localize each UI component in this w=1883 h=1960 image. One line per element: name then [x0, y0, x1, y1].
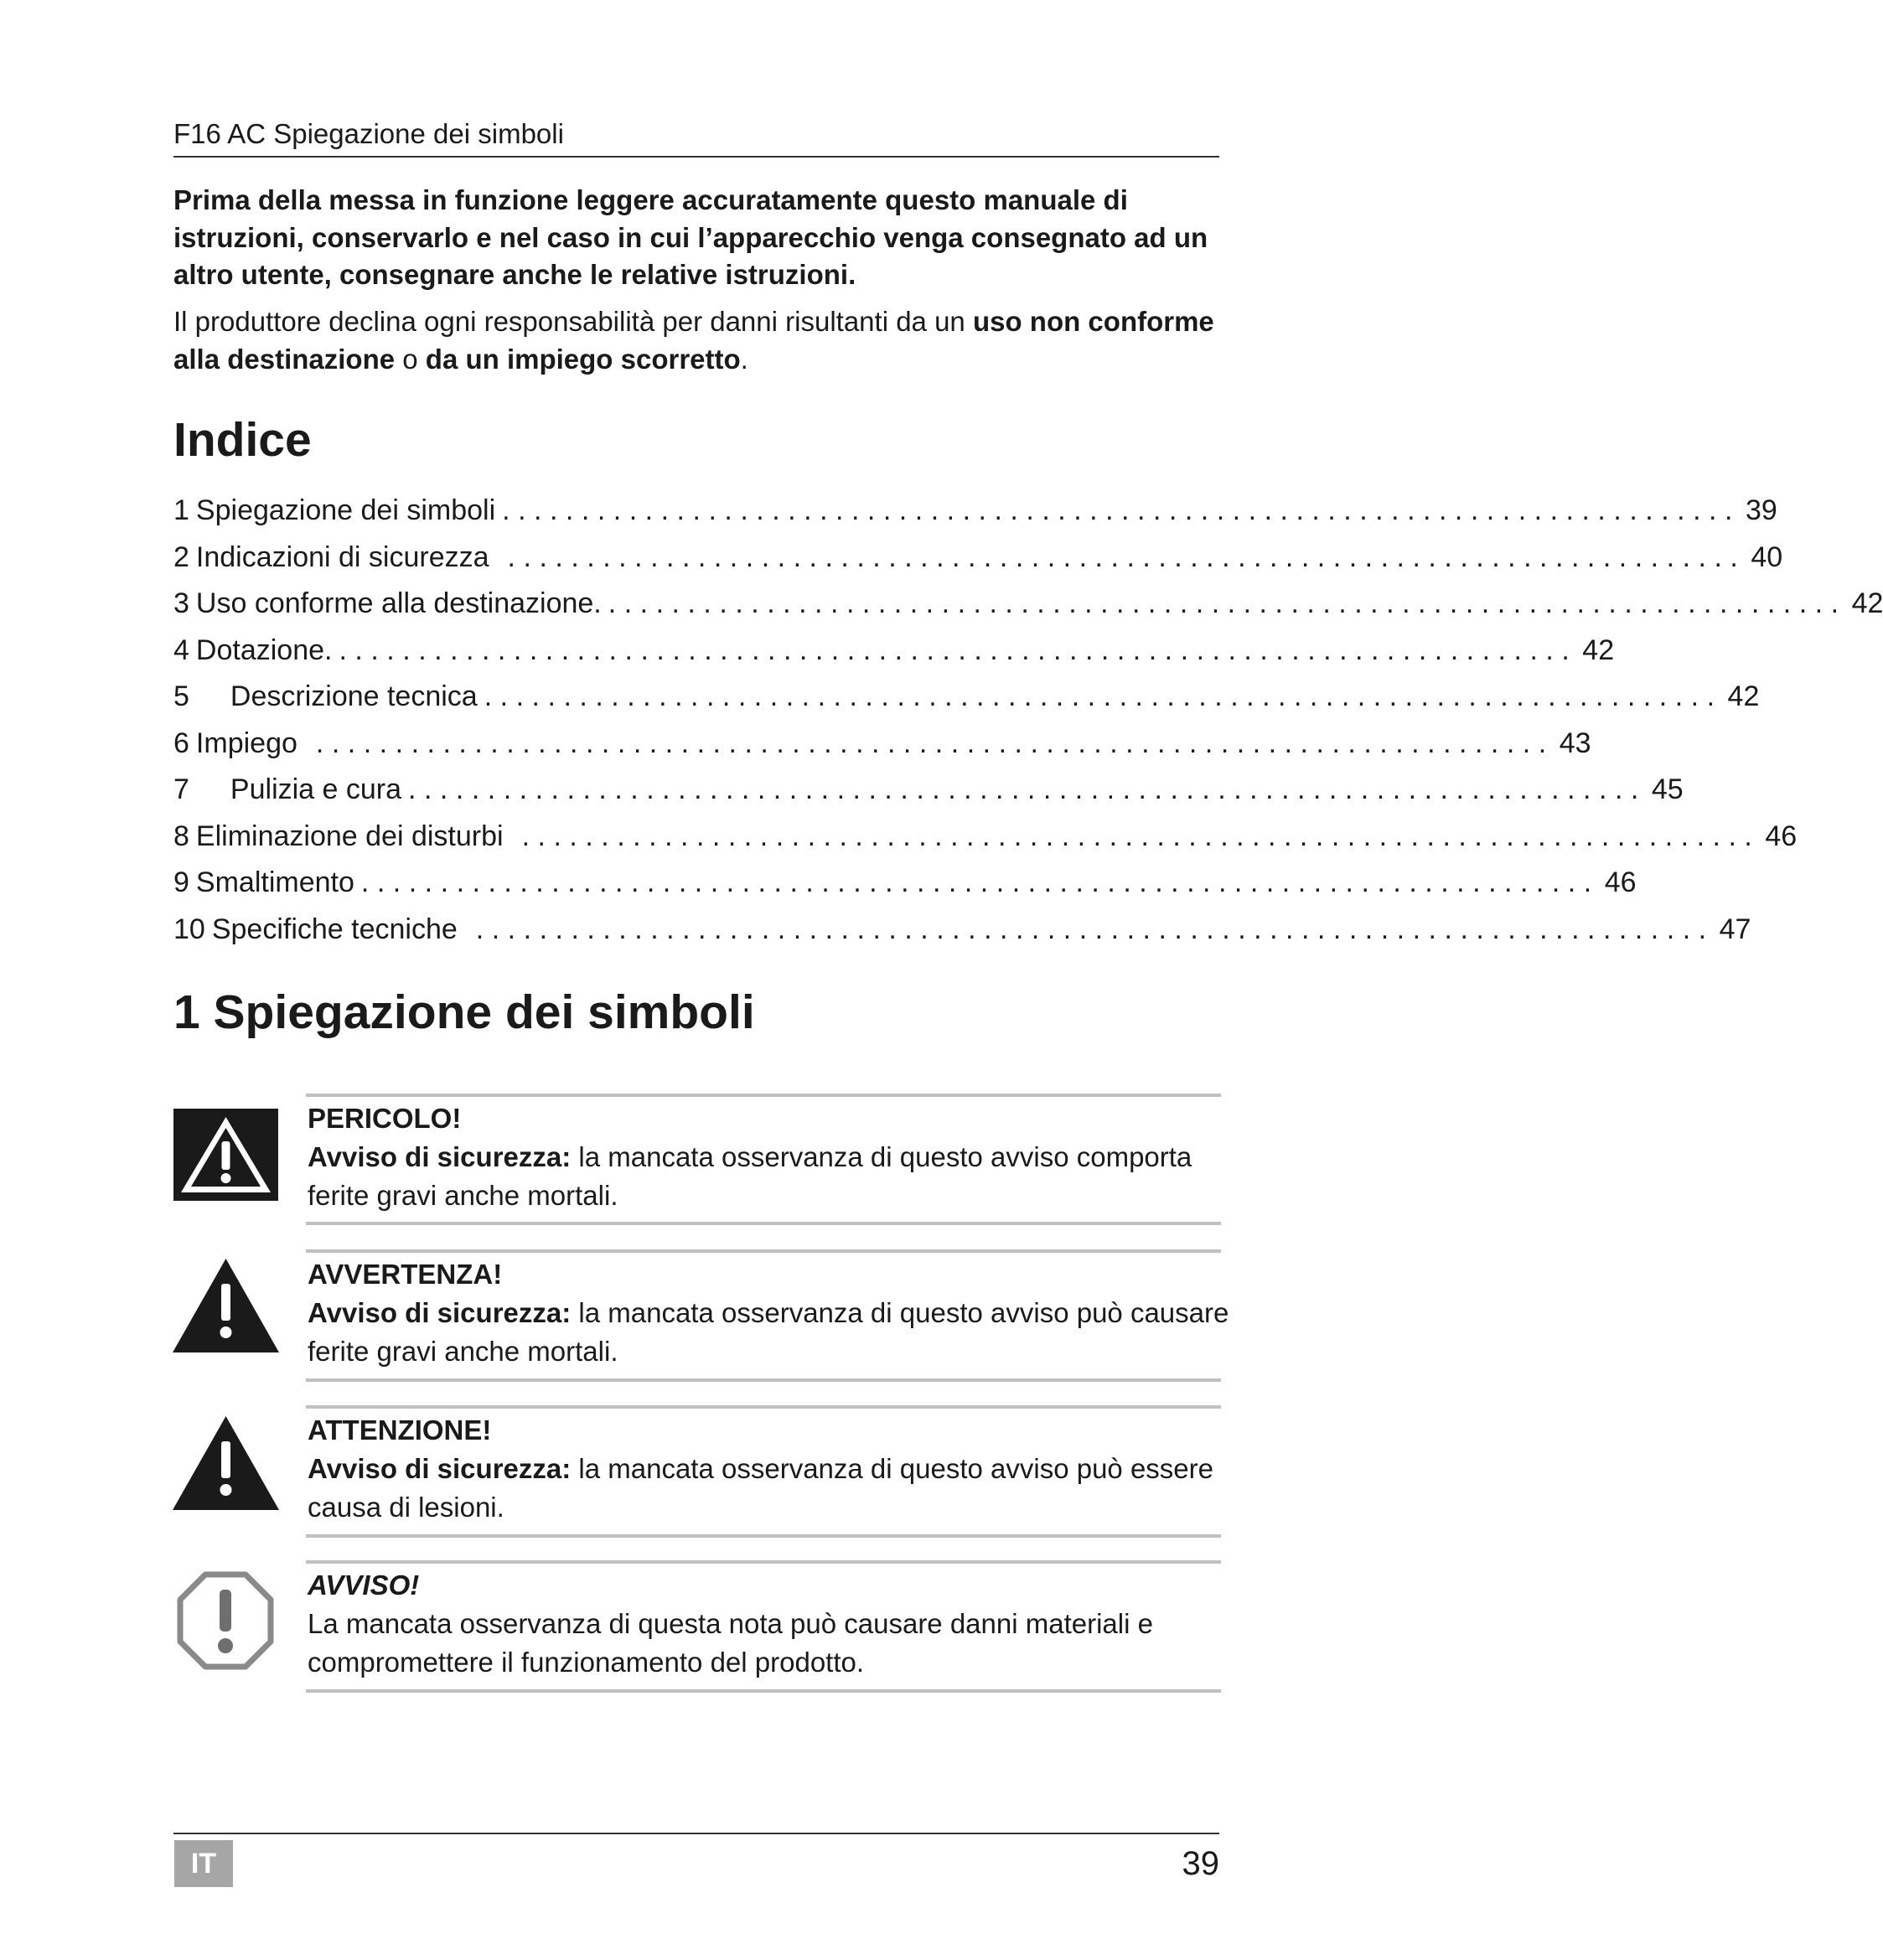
warning-top-rule — [306, 1094, 1221, 1097]
footer-divider — [173, 1833, 1219, 1834]
liability-note — [173, 303, 1229, 378]
toc-entry-label: Dotazione. — [195, 634, 333, 666]
toc-entry-label: Pulizia e cura — [230, 773, 402, 805]
warning-title: PERICOLO! — [308, 1103, 462, 1134]
toc-entry[interactable] — [173, 629, 1615, 671]
warning-bottom-rule — [306, 1222, 1221, 1225]
warning-bottom-rule — [306, 1378, 1221, 1382]
toc-leader-dots: .............................................................................. — [475, 913, 1715, 945]
toc-entry-number: 6 — [173, 727, 189, 759]
liability-text — [173, 303, 1229, 378]
toc-entry-number: 5 — [173, 680, 189, 712]
toc-entry-page: 47 — [1719, 913, 1751, 945]
warning-caution — [308, 1411, 1229, 1527]
warning-title: AVVERTENZA! — [308, 1259, 503, 1290]
toc-leader-dots: .............................................................................. — [339, 634, 1578, 666]
toc-entry[interactable] — [173, 908, 1751, 950]
toc-entry-label: Impiego — [195, 727, 297, 759]
warning-text: la mancata osservanza di questo avviso può causare ferite gravi anche mortali. — [308, 1297, 1229, 1367]
toc-entry-page: 43 — [1559, 727, 1591, 759]
toc-entry-page: 42 — [1851, 587, 1883, 619]
warning-text: La mancata osservanza di questa nota può causare danni materiali e compromettere il funzionamento del prodotto. — [308, 1608, 1153, 1678]
warning-bottom-rule — [306, 1689, 1221, 1693]
toc-entry-number: 9 — [173, 866, 189, 898]
warning-title: AVVISO! — [308, 1570, 420, 1601]
toc-leader-dots: .............................................................................. — [521, 820, 1761, 852]
liability-text-mid: o — [395, 343, 426, 375]
toc-entry-number: 10 — [173, 913, 205, 945]
intro-instructions — [173, 182, 1229, 294]
warning-title: ATTENZIONE! — [308, 1414, 492, 1445]
toc-entry-label: Specifiche tecniche — [211, 913, 458, 945]
toc-entry-page: 46 — [1765, 820, 1798, 852]
toc-leader-dots: .............................................................................. — [608, 587, 1847, 619]
toc-entry-label: Eliminazione dei disturbi — [195, 820, 504, 852]
intro-bold-text: Prima della messa in funzione leggere accuratamente questo manuale di istruzioni, conservarlo e nel caso in cui l’apparecchio venga consegnato ad un altro utente, consegnare anche le relative istruzioni. — [173, 184, 1208, 290]
toc-leader-dots: .............................................................................. — [315, 727, 1555, 759]
toc-leader-dots: .............................................................................. — [507, 540, 1746, 573]
warning-label: Avviso di sicurezza: — [308, 1453, 572, 1484]
caution-triangle-icon — [172, 1416, 281, 1517]
warning-top-rule — [306, 1405, 1221, 1409]
language-badge: IT — [174, 1840, 233, 1887]
toc-entry[interactable] — [173, 722, 1591, 764]
danger-triangle-boxed-icon — [172, 1104, 281, 1205]
warning-label: Avviso di sicurezza: — [308, 1297, 572, 1328]
page-number: 39 — [1182, 1845, 1219, 1882]
toc-entry-number: 7 — [173, 773, 189, 805]
toc-entry-number: 8 — [173, 820, 189, 852]
toc-entry-page: 46 — [1604, 866, 1637, 898]
warning-danger — [308, 1099, 1229, 1215]
running-header: F16 AC Spiegazione dei simboli — [173, 118, 564, 149]
warning-warning — [308, 1255, 1229, 1371]
warning-body — [308, 1294, 1229, 1371]
warning-body — [308, 1450, 1229, 1527]
toc-entry[interactable] — [173, 582, 1883, 624]
toc-entry-label: Indicazioni di sicurezza — [195, 540, 489, 573]
warning-top-rule — [306, 1249, 1221, 1253]
toc-leader-dots: .............................................................................. — [408, 773, 1647, 805]
toc-entry-number: 2 — [173, 540, 189, 573]
warning-top-rule — [306, 1560, 1221, 1564]
toc-leader-dots: .............................................................................. — [360, 866, 1600, 898]
section-title: 1 Spiegazione dei simboli — [173, 985, 755, 1039]
toc-entry[interactable] — [173, 815, 1798, 857]
toc-entry[interactable] — [173, 489, 1777, 531]
toc-entry-number: 1 — [173, 494, 189, 526]
toc-entry-page: 39 — [1745, 494, 1777, 526]
toc-entry-label: Uso conforme alla destinazione. — [195, 587, 602, 619]
toc-entry[interactable] — [173, 675, 1760, 717]
warning-triangle-icon — [172, 1259, 281, 1359]
toc-entry[interactable] — [173, 768, 1684, 810]
toc-entry-number: 3 — [173, 587, 189, 619]
warning-bottom-rule — [306, 1534, 1221, 1538]
liability-bold-2: da un impiego scorretto — [425, 343, 741, 375]
index-title: Indice — [173, 413, 312, 467]
toc-entry-page: 40 — [1751, 540, 1783, 573]
liability-text-end: . — [740, 343, 748, 375]
toc-entry[interactable] — [173, 536, 1783, 578]
toc-entry[interactable] — [173, 861, 1637, 903]
warning-notice — [308, 1566, 1229, 1682]
toc-entry-label: Descrizione tecnica — [230, 680, 478, 712]
warning-body — [308, 1138, 1229, 1215]
toc-entry-page: 45 — [1651, 773, 1684, 805]
header-divider — [173, 156, 1219, 158]
warning-body — [308, 1605, 1229, 1682]
warning-text: la mancata osservanza di questo avviso comporta ferite gravi anche mortali. — [308, 1141, 1192, 1211]
toc-entry-label: Smaltimento — [195, 866, 354, 898]
toc-leader-dots: .............................................................................. — [502, 494, 1741, 526]
notice-octagon-icon — [172, 1571, 281, 1672]
warning-label: Avviso di sicurezza: — [308, 1141, 572, 1172]
liability-bold-1: uso non conforme alla destinazione — [173, 306, 1214, 375]
liability-text-start: Il produttore declina ogni responsabilità per danni risultanti da un — [173, 306, 973, 337]
warning-text: la mancata osservanza di questo avviso può essere causa di lesioni. — [308, 1453, 1214, 1523]
toc-entry-page: 42 — [1727, 680, 1760, 712]
toc-leader-dots: .............................................................................. — [484, 680, 1723, 712]
toc-entry-page: 42 — [1582, 634, 1615, 666]
toc-entry-number: 4 — [173, 634, 189, 666]
toc-entry-label: Spiegazione dei simboli — [195, 494, 496, 526]
